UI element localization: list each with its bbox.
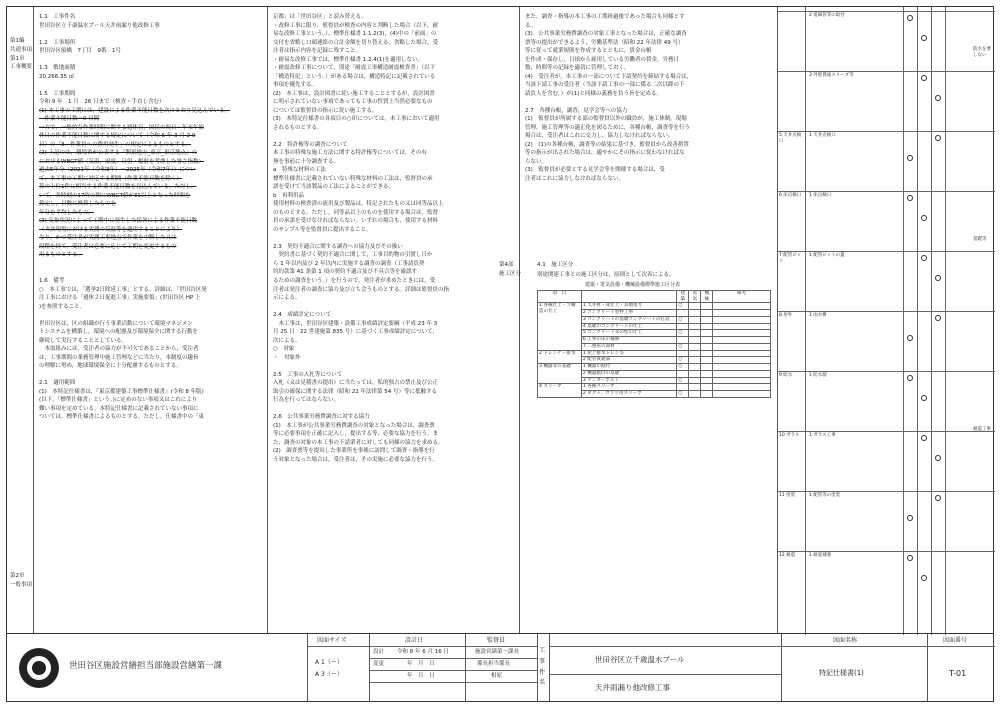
spec-line: )を参照すること。 [39, 303, 86, 310]
spec-line [273, 362, 515, 371]
spec-line [39, 371, 263, 380]
row-rule [777, 491, 995, 492]
circle-mark [935, 495, 941, 501]
spec-line: 休日の作業不能日数に関する規定について（令和 5 年 3 月 2 9 [39, 133, 196, 140]
table-header: 項 目 [538, 291, 582, 303]
spec-line [39, 56, 263, 65]
design-date-header: 設計日 [405, 637, 424, 644]
spec-line: ・ 対象外 [273, 354, 301, 361]
spec-line: 入札（又は見積書の提出）に当たっては，私的独占の禁止及び公正 [273, 380, 439, 387]
mark-cell: ○ [677, 330, 689, 337]
row-label: 8 屋外 [779, 313, 793, 318]
right-kubun-table [777, 7, 995, 635]
spec-line [273, 132, 515, 141]
item-name: 2 配管貫通部 [581, 357, 677, 364]
spec-line: (1) 本工事が公共事業労務費調査の対象となった場合は，調査票 [273, 422, 435, 429]
kubun-table [537, 290, 771, 398]
mark-cell [701, 323, 713, 330]
item-name: 1 機器の据付 [581, 364, 677, 371]
row-note: 防水を要しない [973, 47, 991, 58]
mark-cell [677, 350, 689, 357]
spec-line: 次による。 [273, 337, 301, 344]
spec-line: (3) 本特記仕様書の各項目の○印については，本工事において適用 [273, 116, 440, 123]
row-rule [777, 551, 995, 552]
table-row [538, 303, 771, 310]
spec-line: 作業不能日数＝0 日間 [39, 116, 100, 123]
spec-line: (1) 本特記仕様書は，『東京都建築工事標準仕様書』(令和 8 年版) [39, 388, 204, 395]
spec-line: 算の上位1件に相当する作業不能日数を見込んでいる。ただし， [39, 184, 197, 191]
spec-line: のものとする。ただし，同等品以上のものを使用する場合は，監督 [273, 209, 439, 216]
mark-cell [689, 357, 701, 364]
spec-line: 数，時間等の記録を適切に管理しておく。 [525, 65, 630, 72]
circle-mark [921, 35, 927, 41]
mark-cell [701, 303, 713, 310]
spec-line: 2.7 各種台帳，調査，見学会等への協力 [525, 107, 628, 114]
mark-cell [677, 370, 689, 377]
spec-line: 易な改修工事という。），標準仕様書 1.1.2(3)，(4)中の「前面」の [273, 31, 437, 38]
supervisor-header: 監督員 [487, 637, 506, 644]
spec-line: ○ 本工事では，「選挙2日除延工事」とする。詳細は，「世田谷区発 [39, 286, 207, 293]
table-row [538, 350, 771, 357]
group-name: 4 スリーブ [538, 384, 582, 397]
spec-line: ついては，標準仕様書によるものとする。ただし，仕様書中の「東 [39, 414, 205, 421]
spec-line: 交付を省略し口頭連絡の合計金額を切り替える。省略した場合，受 [273, 39, 439, 46]
change-date: 年 月 日 [407, 661, 435, 667]
spec-line: 令和 9 年 1 月 26 日まで（検査・手直し含む） [39, 99, 165, 106]
spec-line: 使用材料の検査済の流用及び製品は，特記されたもの又は同等品以上 [273, 201, 444, 208]
spec-line: (2) 上記のは，環境省が公表する『関東地方_東京_東京地点』の [39, 150, 198, 157]
change-date-2: 年 月 日 [407, 673, 435, 679]
spec-line: トシステムを構築し，環境への配慮及び環境保全に関する行動を [39, 329, 198, 336]
mark-cell [689, 370, 701, 377]
spec-line: (3) 気象状況によって工期中に発生した猛暑による作業不能日数 [39, 218, 198, 225]
spec-line: う対象となった場合は，受注者は，その実施に必要な協力を行う。 [273, 456, 439, 463]
spec-line: の理解に努め，地球環境保全に十分配慮するものとする。 [39, 363, 182, 370]
row-rule [777, 431, 995, 432]
spec-line: 継続して実行することとしている。 [39, 337, 128, 344]
drawing-name-label: 図面名称 [833, 637, 858, 644]
circle-mark [921, 395, 927, 401]
spec-line: (2) 調査票等を提出した事業所を事後に訪問して調査・指導を行 [273, 448, 435, 455]
drawing-name: 特記仕様書(1) [819, 669, 864, 677]
group-name: 2 ドレンチ・排水 [538, 350, 582, 363]
mark-cell [689, 310, 701, 317]
circle-mark [907, 155, 913, 161]
mark-cell [701, 337, 713, 344]
circle-mark [935, 95, 941, 101]
spec-line: 2.5 工事の入札等について [273, 371, 343, 378]
mark-cell [701, 384, 713, 391]
row-label: 12 耐震 [779, 553, 796, 558]
group-name: 1 各種仕上・ラ構造の仕上 [538, 303, 582, 350]
spec-line [39, 81, 263, 90]
mark-cell [713, 364, 771, 371]
item-name: 5 コンクリート等の壁の仕上 [581, 330, 677, 337]
mark-cell: ○ [677, 316, 689, 323]
mark-cell [713, 316, 771, 323]
spec-line [525, 98, 773, 107]
table-header [581, 291, 677, 303]
section4-side: 第4部 施工区分 [499, 262, 522, 277]
row-item: 1 配管等の塗装 [809, 493, 841, 498]
mark-cell [689, 364, 701, 371]
spec-line: 段階を経て，受注者は必要に応じて工期を変更するもの [39, 243, 177, 250]
spec-line: b 再利用品 [273, 192, 304, 199]
row-item: 1 ガラス工事 [809, 433, 836, 438]
spec-line: 諾を受けて当該製品の工法によることができる。 [273, 184, 395, 191]
spec-line: 標準仕様書に記載されていない特殊な材料の工法は，監督員の承 [273, 175, 433, 182]
spec-line: 示による。 [273, 295, 301, 302]
spec-line: に明示されていない事項であっても工事の性質上当然必要なもの [273, 99, 433, 106]
staff: 相原 [491, 673, 503, 679]
mark-cell [701, 316, 713, 323]
row-item: 1 天井点検口 [809, 133, 836, 138]
mark-cell: ○ [677, 391, 689, 398]
item-name: 1 天井材・床仕上・其他塗り [581, 303, 677, 310]
spec-line: 員の承諾を受けなければならない。いずれの場合も，使用する材料 [273, 218, 439, 225]
mark-cell [713, 337, 771, 344]
spec-line: 請負人を含む。）が(1)と同様の義務を負う旨を定める。 [525, 90, 663, 97]
spec-line: 管理，施工管理等の適正化を図るために，各種台帳，調査等を行う [525, 124, 691, 131]
spec-line: 年分を平均したもの。 [39, 209, 94, 216]
spec-line: 一方で，一般的な作業時間に関する週休日，国民の祝日・年末年始 [39, 124, 204, 131]
spec-line: ・耐易な改修工事では，標準仕様書 1.2.4(1)を適用しない。 [273, 56, 424, 63]
size-a3: A 3（ー） [315, 671, 343, 678]
row-item: 1 耐震補強 [809, 553, 832, 558]
circle-mark [935, 275, 941, 281]
spec-line: については監督員の指示に従い施工する。 [273, 107, 378, 114]
rule [33, 7, 34, 633]
mark-cell [701, 310, 713, 317]
spec-line: （当該現場における実測の気温等を適用することにより） [39, 226, 183, 233]
spec-line: (1) 監督員が所属する部の監督員以外の職員が，施工体制，現場 [525, 116, 687, 123]
spec-line [273, 234, 515, 243]
spec-line: 場合は，受注者はこれに交力し，協力しなければならない。 [525, 133, 674, 140]
table-header: 建築 [677, 291, 689, 303]
title-block [7, 633, 993, 701]
circle-mark [907, 375, 913, 381]
mark-cell [677, 310, 689, 317]
row-item: 2 電線管等の取付 [809, 13, 845, 18]
mark-cell [701, 357, 713, 364]
mark-cell: ○ [677, 364, 689, 371]
mark-cell [713, 384, 771, 391]
spec-line: (3) 監督員が必要とする見学会等を開催する場合は，受 [525, 167, 665, 174]
spec-line: 1.1 工事件名 [39, 14, 76, 20]
mark-cell: ○ [677, 303, 689, 310]
mark-cell [713, 310, 771, 317]
spec-line: (1) 本工事の工期には，建設による作業不能日数を次のとおり見込んでいる。 [39, 107, 231, 114]
circle-mark [907, 15, 913, 21]
spec-line: 1.5 工事期間 [39, 90, 76, 97]
mark-cell [701, 330, 713, 337]
item-name: 3 アンカーボルト [581, 377, 677, 384]
mark-cell [677, 337, 689, 344]
table-row [538, 364, 771, 371]
mark-cell [713, 370, 771, 377]
spec-column-3 [525, 13, 773, 183]
mark-cell [689, 337, 701, 344]
spec-line: 無を事前に十分調査する。 [273, 158, 340, 165]
row-rule [777, 71, 995, 72]
circle-mark [907, 335, 913, 341]
spec-line: (2) (1)の各種台帳，調査等の結果に基づき，監督員から改善措置 [525, 141, 689, 148]
section-chief: 施設営繕第一課長 [475, 649, 520, 655]
circle-mark [921, 75, 927, 81]
mark-cell [713, 350, 771, 357]
spec-line: ・改修工事に限り，監督員が検査の内容と判断した場合（以下，耐 [273, 22, 439, 29]
mark-cell [701, 370, 713, 377]
row-label: 5 天井点検口 [779, 133, 802, 144]
spec-line: 1.3 敷地面積 [39, 65, 76, 72]
spec-line: 注者は発注者の調査に協力及び立ち会うものとする。詳細は監督員の指 [273, 286, 450, 293]
mark-cell [689, 316, 701, 323]
spec-line: また，調査・指導の本工事の工期経過後であった場合も同様とす [525, 14, 685, 20]
drawing-no-label: 図面番号 [943, 637, 968, 644]
rule [519, 7, 520, 633]
table-row [538, 384, 771, 391]
mark-cell [701, 391, 713, 398]
spec-line: 2.1 適用範囲 [39, 380, 76, 387]
row-rule [777, 371, 995, 372]
spec-line: 約約款第 41 条第 1 項の契約不適合及び不具合等を確認す [273, 269, 417, 276]
row-rule [777, 11, 995, 12]
spec-line: 2.3 契約不適合に関する調査への協力及びその扱い [273, 243, 403, 250]
item-name: 4 基礎のコンクリートの仕上 [581, 323, 677, 330]
spec-line: 日）の「3．作業員への費用発生」の規定によるものとする。 [39, 141, 192, 148]
circle-mark [935, 135, 941, 141]
spec-line: は，工事期間の業務管理中施工管理などに当たり，本制度の趣旨 [39, 354, 199, 361]
spec-column-1 [39, 13, 263, 422]
ward-emblem-icon [19, 648, 59, 688]
circle-mark [921, 435, 927, 441]
mark-cell [689, 343, 701, 350]
spec-line: 事項を優先する。 [273, 82, 318, 89]
mark-cell [689, 323, 701, 330]
mark-cell [689, 350, 701, 357]
mark-cell [677, 323, 689, 330]
spec-line: のサンプル等を監督員に提出すること。 [273, 226, 372, 233]
row-label: 9 防水 [779, 373, 793, 378]
spec-line: る。 [525, 22, 537, 29]
spec-line [39, 311, 263, 320]
spec-line: 月 25 日 22 世建施第 835 号）に基づく工事成績評定について， [273, 329, 439, 336]
spec-line: 等に従って就業規則を作成するとともに，賃金台帳 [525, 48, 652, 55]
spec-line: 20,266.35 ㎡ [39, 73, 75, 80]
mark-cell: ○ [677, 377, 689, 384]
row-item: 1 防水層 [809, 373, 827, 378]
spec-line: 難い事項を定めている。本特記仕様書に記載されていない事項に [39, 405, 199, 412]
spec-line: 世田谷区立千歳温水プール天井雨漏り他改修工事 [39, 22, 160, 29]
mark-cell [713, 323, 771, 330]
spec-line: を作成・保存し，日頃から雇用している労働者の賃金，労務日 [525, 56, 680, 63]
change-label: 変更 [373, 661, 385, 667]
row-rule [777, 311, 995, 312]
circle-mark [935, 315, 941, 321]
mark-cell [713, 330, 771, 337]
spec-line: 本取組みには，受注者の協力が不可欠であることから，受注者 [39, 346, 199, 353]
spec-line: 等の指示が出された場合は，適やかにその指示に従わなければな [525, 150, 685, 157]
spec-line: 行為を行ってはならない。 [273, 397, 340, 404]
circle-mark [907, 515, 913, 521]
spec-line: 取引の確保に関する法律（昭和 22 年法律第 54 号）等に抵触する [273, 388, 437, 395]
design-date: 令和 8 年 6 月 16 日 [397, 649, 449, 655]
spec-line: 京都」は「世田谷区」と読み替える。 [273, 14, 367, 20]
row-note: 基礎等 [973, 237, 987, 242]
item-name: 2 ダクト，ガラリ用スリーブ [581, 391, 677, 398]
spec-line: らない。 [525, 158, 548, 165]
kubun-table-title: 建築・電気設備・機械設備標準施工区分表 [585, 282, 681, 288]
rule [267, 7, 268, 633]
mark-cell [701, 350, 713, 357]
row-label: 10 ガラス [779, 433, 800, 438]
spec-line: (3) 公共事業労務費調査の対象工事となった場合は，正確な調査 [525, 31, 687, 38]
spec-line: ・耐震改修工事について，別途「耐震工事構造耐震検査書」（以下 [273, 65, 436, 72]
row-item: 3 外壁貫通スリーブ等 [809, 73, 854, 78]
row-rule [777, 131, 995, 132]
spec-column-2 [273, 13, 515, 464]
project-label: 工事件名 [539, 647, 546, 687]
mark-cell [701, 343, 713, 350]
item-name: 7 二重床の部材 [581, 343, 677, 350]
project-name-1: 世田谷区立千歳温水プール [595, 655, 685, 664]
mark-cell [689, 384, 701, 391]
mark-cell [689, 303, 701, 310]
table-header: 備考 [713, 291, 771, 303]
mark-cell [689, 330, 701, 337]
item-name: 1 屋上排水ドレン等 [581, 350, 677, 357]
spec-line: 2.4 成績評定について [273, 312, 332, 319]
mark-cell [689, 377, 701, 384]
spec-line: 世田谷区は，区の組織が行う事業活動について環境マネジメン [39, 320, 193, 327]
row-rule [777, 251, 995, 252]
item-name: 1 各種スリーブ [581, 384, 677, 391]
row-label: 11 塗装 [779, 493, 796, 498]
chief: 係長担当係長 [477, 661, 511, 667]
spec-line [39, 268, 263, 277]
mark-cell [677, 384, 689, 391]
spec-line: されるものとする。 [273, 124, 323, 131]
chapter2-label: 第2章 一般事項 [10, 573, 33, 588]
spec-line: 当該下請工事の受注者（当該下請工事の一部に係る二次以降の下 [525, 82, 685, 89]
spec-line: 注者は指示内容を記録に残すこと。 [273, 48, 362, 55]
mark-cell: ○ [677, 357, 689, 364]
row-rule [777, 191, 995, 192]
item-name: 6 工事の床の補修 [581, 337, 677, 344]
spec-line: 本工事の特殊な施工方法に関する特許権等については，その有 [273, 150, 427, 157]
circle-mark [921, 215, 927, 221]
spec-line: ○ 対象 [273, 346, 295, 353]
row-note: 耐震工事 [973, 427, 991, 432]
item-name: 2 機器据付の基礎 [581, 370, 677, 377]
spec-line: 注者はこれに協力しなければならない。 [525, 175, 625, 182]
group-name: 3 機器等の基礎 [538, 364, 582, 384]
mark-cell [713, 377, 771, 384]
org-name: 世田谷区施設営繕担当部施設営繕第一課 [69, 661, 223, 671]
mark-cell [713, 343, 771, 350]
spec-line: 本工事は，世田谷区建築・設備工事成績評定要綱（平成 23 年 3 [273, 320, 438, 327]
spec-line [273, 303, 515, 312]
circle-mark [907, 195, 913, 201]
item-name: 3 コンクリートの基礎コンクリートの打設 [581, 316, 677, 323]
size-a1: A 1（ー） [315, 659, 343, 666]
design-label: 設計 [373, 649, 385, 655]
spec-line: (2) 本工事は，設計図書に従い施工することとするが，設計図書 [273, 90, 435, 97]
spec-line: (以下，「標準仕様書」という。)に定めのない事項又はこれにより [39, 397, 198, 404]
spec-line: 世田谷区船橋 7丁目 9番 1号 [39, 48, 121, 55]
circle-mark [935, 455, 941, 461]
spec-line: 注工事における「週休２日促進工事」実施要領」(世田谷区 HP 上 [39, 295, 201, 302]
spec-line: て，本工事の工期に対応する期間（作業不能日数を除く） [39, 175, 182, 182]
spec-line: 1.6 備考 [39, 277, 65, 284]
spec-line [39, 260, 263, 269]
spec-line: るための調査をいう。）を行うので，発注者が求めたときには，受 [273, 277, 436, 284]
spec-line: 2.2 特許権等の調査について [273, 141, 348, 148]
row-item: 1 床点検口 [809, 193, 832, 198]
spec-line [273, 405, 515, 414]
mark-cell: ○ [677, 343, 689, 350]
mark-cell [713, 391, 771, 398]
spec-line: 過去5年分（2021年（令和3年）～2025年（令和7年））につい [39, 167, 196, 174]
spec-line: (4) 受注者が，本工事の一部について下請契約を締結する場合は， [525, 73, 693, 80]
spec-line: 票等の提出ができるよう，労働基準法（昭和 22 年法律 49 号） [525, 39, 684, 46]
chapter1-label: 第1編 共通事項 第1章 工事概要 [10, 38, 33, 71]
circle-mark [921, 255, 927, 261]
project-name-2: 天井雨漏り他改修工事 [595, 683, 670, 692]
section4-title: 4.1 施工区分 [537, 262, 574, 268]
section4-desc: 別途関連工事との施工区分は，原則として次表による。 [537, 272, 675, 278]
table-header: 電気 [689, 291, 701, 303]
row-label: 7 配管ピット [779, 253, 802, 264]
drawing-sheet [6, 6, 994, 702]
mark-cell [713, 357, 771, 364]
spec-line: におけるWBGT値（気温，湿度，日射・輻射を考慮した暑さ指数） [39, 158, 205, 165]
spec-line: 契約書に基づく契約不適合に関して，工事目的物の引渡し日か [273, 252, 433, 259]
circle-mark [907, 555, 913, 561]
spec-line: なり，かつ受注者が実測工事地点で作業を中断した又は [39, 235, 177, 242]
mark-cell [701, 364, 713, 371]
row-item: 1 配管ピットの蓋 [809, 253, 845, 258]
spec-line: いて，各時刻の17時の間にWBGT値が31以上となった時間を [39, 192, 191, 199]
table-header: 機械 [701, 291, 713, 303]
drawing-number: T-01 [949, 669, 967, 678]
spec-line: ら 1 年以内及び 2 年以内に実施する調査の調査（工事請負契 [273, 260, 425, 267]
spec-line: 1.2 工事場所 [39, 39, 76, 46]
size-header: 図面サイズ [317, 637, 347, 644]
spec-line [39, 30, 263, 39]
spec-line: 「構造特記」という。）がある場合は，構造特記に記載されている [273, 73, 436, 80]
spec-line: 出るものとする。 [39, 252, 84, 259]
spec-line: 等に必要事項を正確に記入し，提出する等，必要な協力を行う。ま [273, 431, 439, 438]
circle-mark [921, 575, 927, 581]
spec-line: 2.6 公共事業労務費調査に対する協力 [273, 414, 370, 421]
row-label: 6 床点検口 [779, 193, 802, 198]
mark-cell [701, 377, 713, 384]
item-name: 2 コンクリート型枠工事 [581, 310, 677, 317]
spec-line: た，調査の対象の本工事の下請業者に対しても同様の協力を求める。 [273, 439, 444, 446]
mark-cell [713, 303, 771, 310]
row-item: 1 雨水桝 [809, 313, 827, 318]
spec-line: a 特殊な材料の工法 [273, 167, 326, 174]
mark-cell [689, 391, 701, 398]
spec-line: 算定し，日数に換算したものを [39, 201, 117, 208]
